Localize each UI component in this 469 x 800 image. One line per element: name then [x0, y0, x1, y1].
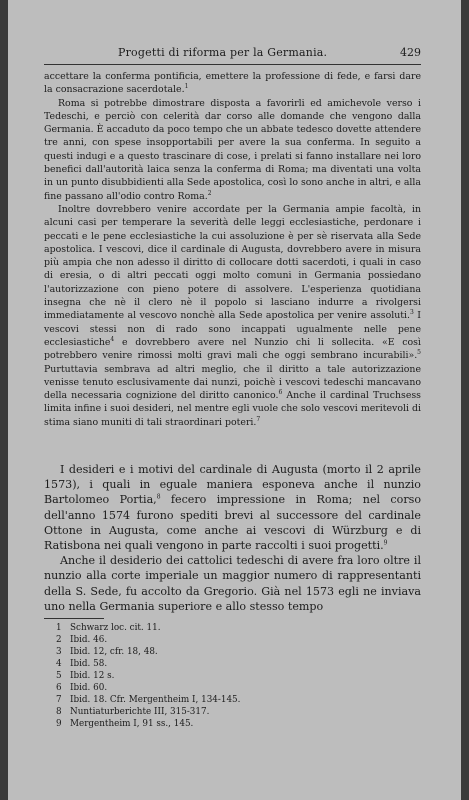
footnote-text: Nuntiaturberichte III, 315-317. — [70, 707, 210, 717]
footnote — [44, 634, 421, 646]
footnote-number: 4 — [56, 659, 62, 669]
footnote — [44, 658, 421, 670]
main-text — [44, 462, 421, 614]
quoted-passage — [44, 70, 421, 429]
footnote-number: 7 — [56, 695, 62, 705]
footnote-number: 9 — [56, 719, 62, 729]
footnote-text: Mergentheim I, 91 ss., 145. — [70, 719, 194, 729]
footnote-ref[interactable]: 7 — [256, 415, 261, 423]
footnote-ref[interactable]: 2 — [207, 189, 212, 197]
footnote-text: Schwarz loc. cit. 11. — [70, 623, 161, 633]
footnote-text: Ibid. 12, cfr. 18, 48. — [70, 647, 158, 657]
footnote-number: 6 — [56, 683, 62, 693]
footnotes — [44, 622, 421, 730]
footnote-number: 5 — [56, 671, 62, 681]
footnote-ref[interactable]: 6 — [278, 389, 283, 396]
book-page — [8, 0, 461, 800]
footnote-divider — [44, 618, 104, 619]
footnote — [44, 718, 421, 730]
footnote-number: 3 — [56, 647, 62, 657]
main-paragraph-1: I desideri e i motivi del cardinale di Augusta (morto il 2 aprile 1573), i quali in eguale maniera esponeva anche il nunzio Bartolomeo Portia,$^8$ fecero impressione in Roma; nel corso dell'anno 1574 furono spediti brevi al successore del cardinale Ottone in Augusta, come anche ai vescovi di Würzburg e di Ratisbona nei quali vengono in parte raccolti i suoi progetti.$^9$ — [44, 463, 421, 553]
footnote-number: 2 — [56, 635, 62, 645]
footnote-ref[interactable]: 3 — [410, 309, 414, 317]
running-header — [44, 44, 421, 65]
footnote — [44, 622, 421, 634]
running-title: Progetti di riforma per la Germania. — [118, 46, 328, 59]
footnote-number: 1 — [56, 623, 62, 633]
footnote-ref[interactable]: 4 — [110, 335, 115, 343]
quote-paragraph-1: accettare la conferma pontificia, emettere la professione di fede, e farsi dare la consacrazione sacerdotale.$^1$ — [44, 71, 421, 96]
footnote-text: Ibid. 60. — [70, 683, 108, 693]
footnote — [44, 646, 421, 658]
footnote-text: Ibid. 18. Cfr. Mergentheim I, 134-145. — [70, 695, 241, 705]
footnote-ref[interactable]: 1 — [184, 83, 189, 91]
main-paragraph-2: Anche il desiderio dei cattolici tedeschi di avere fra loro oltre il nunzio alla corte imperiale un maggior numero di rappresentanti della S. Sede, fu accolto da Gregorio. Già nel 1573 egli ne inviava uno nella Germania superiore e allo stesso tempo — [44, 554, 421, 613]
quote-paragraph-2: Roma si potrebbe dimostrare disposta a favorirli ed amichevole verso i Tedeschi, e perciò con celerità dar corso alle domande che vengono dalla Germania. È accaduto da poco tempo che un abbate tedesco dovette attendere tre anni, con spese insopportabili per avere la sua conferma. In seguito a questi indugi e a questo trascinare di cose, i prelati si fanno installare nei loro benefici dall'autorità laica senza la conferma di Roma; ma diventati una volta in un punto disubbidienti alla Sede apostolica, così lo sono anche in altri, e alla fine passano all'odio contro Roma.$^2$ — [44, 97, 422, 202]
footnote-ref[interactable]: 9 — [383, 539, 388, 547]
footnote-text: Ibid. 58. — [70, 659, 108, 669]
footnote — [44, 670, 421, 682]
footnote — [44, 682, 421, 694]
footnote-ref[interactable]: 8 — [156, 493, 161, 501]
footnote-text: Ibid. 46. — [70, 635, 108, 645]
quote-paragraph-3: Inoltre dovrebbero venire accordate per la Germania ampie facoltà, in alcuni casi per temperare la severità delle leggi ecclesiastiche, perdonare i peccati e le pene ecclesiastiche la cui assoluzione è per sè riservata alla Sede apostolica. I vescovi, dice il cardinale di Augusta, dovrebbero avere in misura più ampia che non adesso il diritto di collocare dotti sacerdoti, i quali in caso di eresia, o di altri peccati oggi molto comuni in Germania possiedano l'autorizzazione con pieno potere di assolvere. L'esperienza quotidiana insegna che nè il clero nè il popolo si lasciano indurre a rivolgersi immediatamente al vescovo nonchè alla Sede apostolica per venire assoluti.$^3$ I vescovi stessi non di rado sono incappati ugualmente nelle pene ecclesiastiche$^4$ e dovrebbero avere nel Nunzio chi li sollecita. «E così potrebbero venire rimossi molti gravi mali che oggi sembrano incurabili».$^5$ Purtuttavia sembrava ad altri meglio, che il diritto a tale autorizzazione venisse tenuto esclusivamente dai nunzi, poichè i vescovi tedeschi mancavano della necessaria cognizione del diritto canonico.$^6$ Anche il cardinal Truchsess limita infine i suoi desideri, nel mentre egli vuole che solo vescovi meritevoli di stima siano muniti di tali straordinari poteri.$^7$ — [44, 203, 421, 428]
footnote — [44, 694, 421, 706]
page-number: 429 — [400, 46, 421, 59]
footnote-text: Ibid. 12 s. — [70, 671, 115, 681]
footnote — [44, 706, 421, 718]
footnote-number: 8 — [56, 707, 62, 717]
footnote-ref[interactable]: 5 — [417, 349, 421, 357]
